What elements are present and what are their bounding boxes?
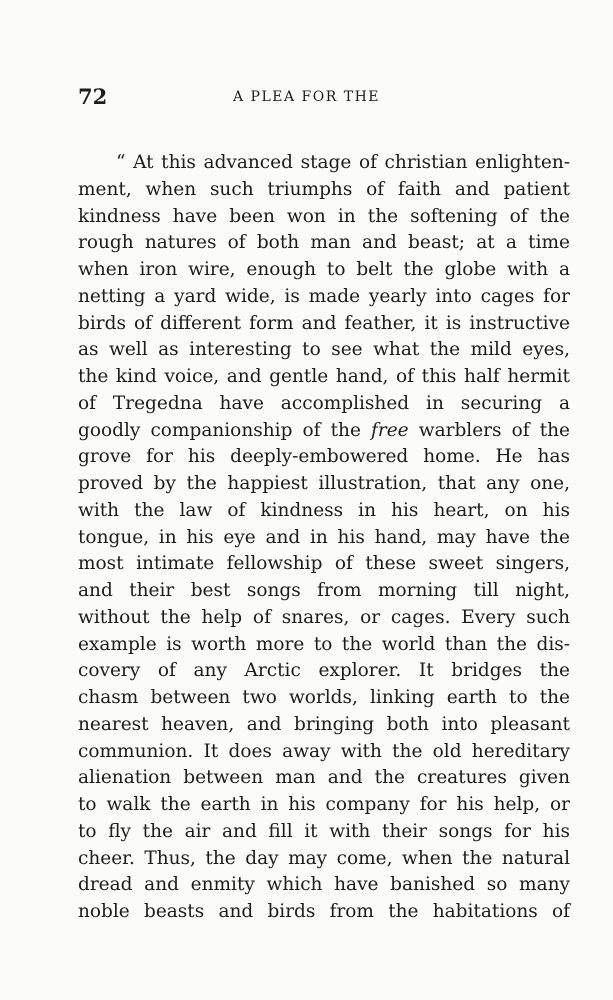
text-line: dread and enmity which have banished so many — [78, 874, 570, 896]
text-line: without the help of snares, or cages. Every such — [78, 606, 570, 628]
text-segment: warblers of the — [408, 419, 570, 441]
text-line: grove for his deeply-embowered home. He has — [78, 446, 570, 468]
body-text — [78, 150, 570, 926]
running-title: A PLEA FOR THE — [232, 89, 380, 105]
text-line: most intimate fellowship of these sweet singers, — [78, 553, 570, 575]
text-line: ment, when such triumphs of faith and patient — [78, 178, 570, 200]
text-line: alienation between man and the creatures given — [78, 767, 570, 789]
italic-word: free — [371, 419, 409, 441]
text-line: and their best songs from morning till night, — [78, 580, 570, 601]
text-line: noble beasts and birds from the habitations of — [78, 901, 570, 922]
text-line: the kind voice, and gentle hand, of this half hermit — [78, 366, 570, 387]
text-line: chasm between two worlds, linking earth to the — [78, 687, 570, 708]
text-line: cheer. Thus, the day may come, when the natural — [78, 847, 570, 869]
text-line: birds of different form and feather, it is instructive — [78, 312, 570, 334]
text-line: example is worth more to the world than the dis- — [78, 633, 570, 655]
text-line — [78, 418, 570, 445]
text-line: tongue, in his eye and in his hand, may have the — [78, 526, 570, 548]
text-line: of Tregedna have accomplished in securing a — [78, 392, 570, 414]
text-line: covery of any Arctic explorer. It bridges the — [78, 660, 570, 682]
text-line: “ At this advanced stage of christian enlighten- — [116, 152, 570, 173]
text-line: as well as interesting to see what the mild eyes, — [78, 339, 570, 361]
text-line: communion. It does away with the old hereditary — [78, 740, 570, 762]
text-segment: goodly companionship of the — [78, 419, 372, 441]
text-line: when iron wire, enough to belt the globe with a — [78, 259, 570, 280]
page-number: 72 — [78, 84, 108, 109]
text-line: kindness have been won in the softening of the — [78, 205, 570, 227]
text-line: rough natures of both man and beast; at a time — [78, 232, 570, 254]
text-line: nearest heaven, and bringing both into pleasant — [78, 713, 570, 735]
text-line: netting a yard wide, is made yearly into cages for — [78, 285, 570, 307]
text-line: to fly the air and fill it with their songs for his — [78, 820, 570, 842]
text-line: with the law of kindness in his heart, on his — [78, 499, 570, 521]
text-line: proved by the happiest illustration, that any one, — [78, 473, 570, 494]
text-line: to walk the earth in his company for his help, or — [78, 794, 570, 815]
